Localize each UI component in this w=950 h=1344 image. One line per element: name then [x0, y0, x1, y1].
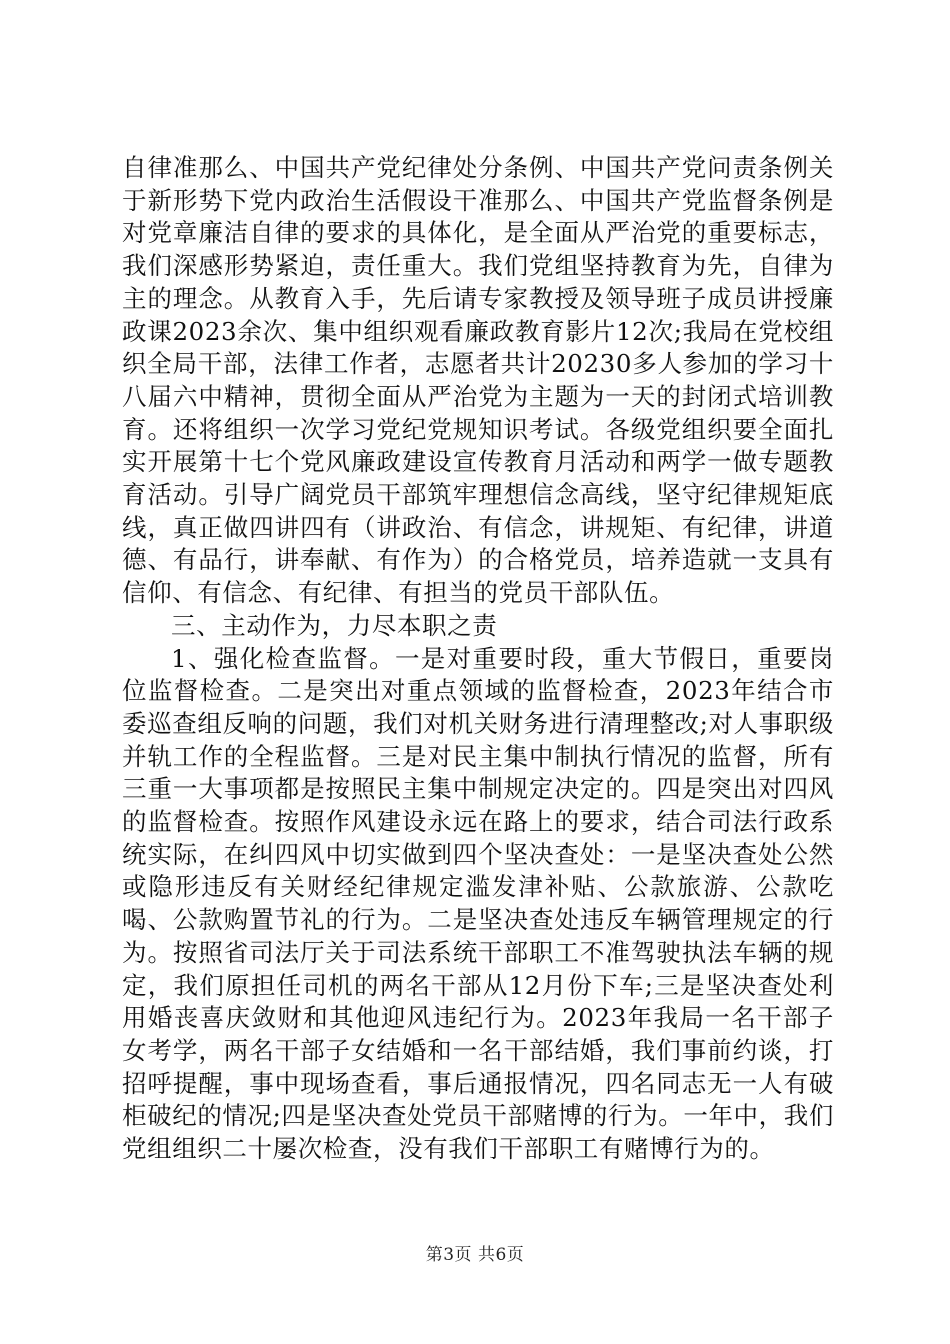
page-number-footer: 第3页 共6页	[425, 1245, 525, 1265]
section-heading: 三、主动作为，力尽本职之责	[171, 610, 498, 640]
paragraph-continuation: 自律准那么、中国共产党纪律处分条例、中国共产党问责条例关于新形势下党内政治生活假设干准那么、中国共产党监督条例是对党章廉洁自律的要求的具体化，是全面从严治党的重要标志，我们深感形势紧迫，责任重大。我们党组坚持教育为先，自律为主的理念。从教育入手，先后请专家教授及领导班子成员讲授廉政课2023余次、集中组织观看廉政教育影片12次;我局在党校组织全局干部，法律工作者，志愿者共计20230多人参加的学习十八届六中精神，贯彻全面从严治党为主题为一天的封闭式培训教育。还将组织一次学习党纪党规知识考试。各级党组织要全面扎实开展第十七个党风廉政建设宣传教育月活动和两学一做专题教育活动。引导广阔党员干部筑牢理想信念高线，坚守纪律规矩底线，真正做四讲四有（讲政治、有信念，讲规矩、有纪律，讲道德、有品行，讲奉献、有作为）的合格党员，培养造就一支具有信仰、有信念、有纪律、有担当的党员干部队伍。	[122, 153, 834, 608]
document-body	[122, 152, 834, 1166]
paragraph-inspection: 1、强化检查监督。一是对重要时段，重大节假日，重要岗位监督检查。二是突出对重点领域的监督检查，2023年结合市委巡查组反响的问题，我们对机关财务进行清理整改;对人事职级并轨工作的全程监督。三是对民主集中制执行情况的监督，所有三重一大事项都是按照民主集中制规定决定的。四是突出对四风的监督检查。按照作风建设永远在路上的要求，结合司法行政系统实际，在纠四风中切实做到四个坚决查处：一是坚决查处公然或隐形违反有关财经纪律规定滥发津补贴、公款旅游、公款吃喝、公款购置节礼的行为。二是坚决查处违反车辆管理规定的行为。按照省司法厅关于司法系统干部职工不准驾驶执法车辆的规定，我们原担任司机的两名干部从12月份下车;三是坚决查处利用婚丧喜庆敛财和其他迎风违纪行为。2023年我局一名干部子女考学，两名干部子女结婚和一名干部结婚，我们事前约谈，打招呼提醒，事中现场查看，事后通报情况，四名同志无一人有破柜破纪的情况;四是坚决查处党员干部赌博的行为。一年中，我们党组组织二十屡次检查，没有我们干部职工有赌博行为的。	[122, 643, 834, 1164]
